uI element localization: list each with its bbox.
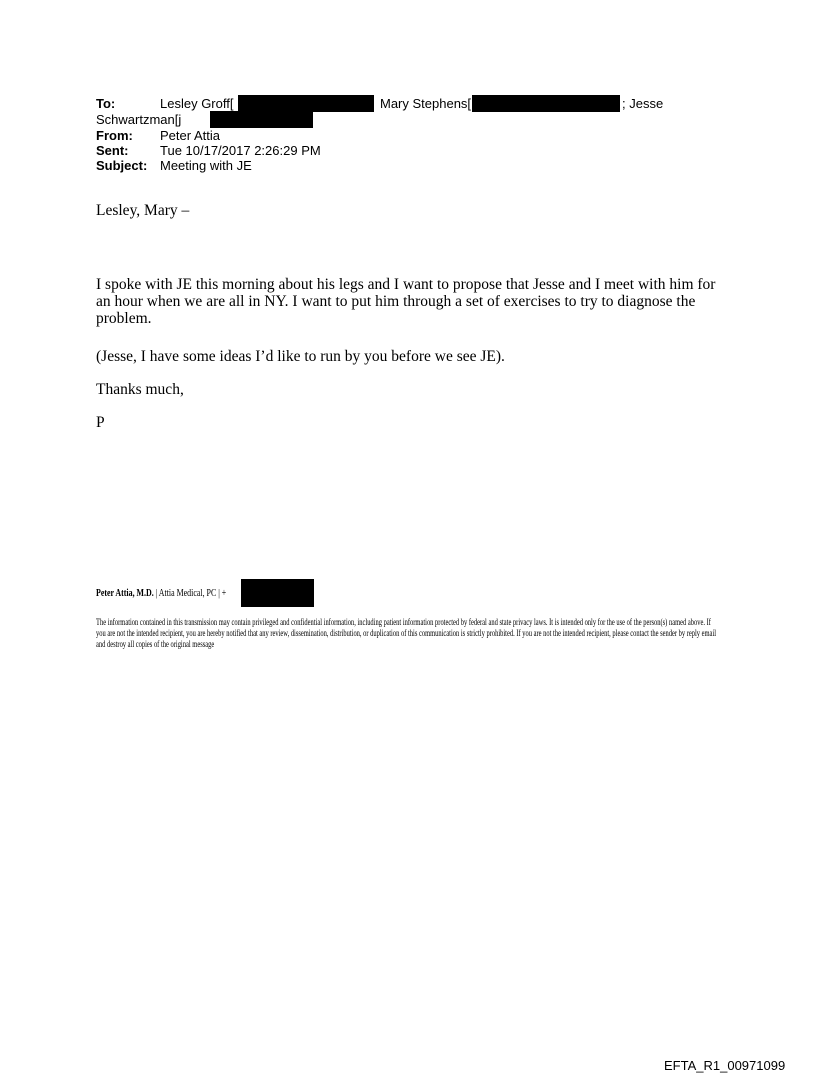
from-value: Peter Attia [160,128,220,143]
subject-row [96,158,147,173]
to-recipient-3: Schwartzman[j [96,112,182,127]
signature-name: Peter Attia, M.D. [96,587,154,599]
confidentiality-disclaimer: The information contained in this transmission may contain privileged and confidential information, including patient information protected by federal and state privacy laws. It is intended only for the use of the person(s) named above. If you are not the intended recipient, you are hereby notified that any review, dissemination, distribution, or duplication of this communication is strictly prohibited. If you are not the intended recipient, please contact the sender by reply email and destroy all copies of the original message [96,617,717,649]
greeting: Lesley, Mary – [96,202,190,219]
to-recipient-2: Mary Stephens[ [380,96,472,111]
to-row [96,96,115,111]
redaction-bar [472,95,620,112]
signature-line [96,587,226,599]
redaction-bar [241,579,314,607]
sent-value: Tue 10/17/2017 2:26:29 PM [160,143,321,158]
body-paragraph-2: (Jesse, I have some ideas I’d like to run by you before we see JE). [96,348,505,365]
body-paragraph-1: I spoke with JE this morning about his legs and I want to propose that Jesse and I meet with him for an hour when we are all in NY. I want to put him through a set of exercises to try to diagnose the problem. [96,276,716,327]
subject-label: Subject: [96,158,148,173]
from-row [96,128,133,143]
document-id: EFTA_R1_00971099 [664,1058,786,1073]
subject-value: Meeting with JE [160,158,252,173]
sent-label: Sent: [96,143,129,158]
to-separator: ; Jesse [622,96,664,111]
to-label: To: [96,96,116,111]
sent-row [96,143,129,158]
to-recipient-1: Lesley Groff[ [160,96,234,111]
signature-company: | Attia Medical, PC | + [153,587,227,599]
closing: Thanks much, [96,381,184,398]
redaction-bar [210,111,313,128]
from-label: From: [96,128,133,143]
sender-initial: P [96,414,105,431]
redaction-bar [238,95,374,112]
